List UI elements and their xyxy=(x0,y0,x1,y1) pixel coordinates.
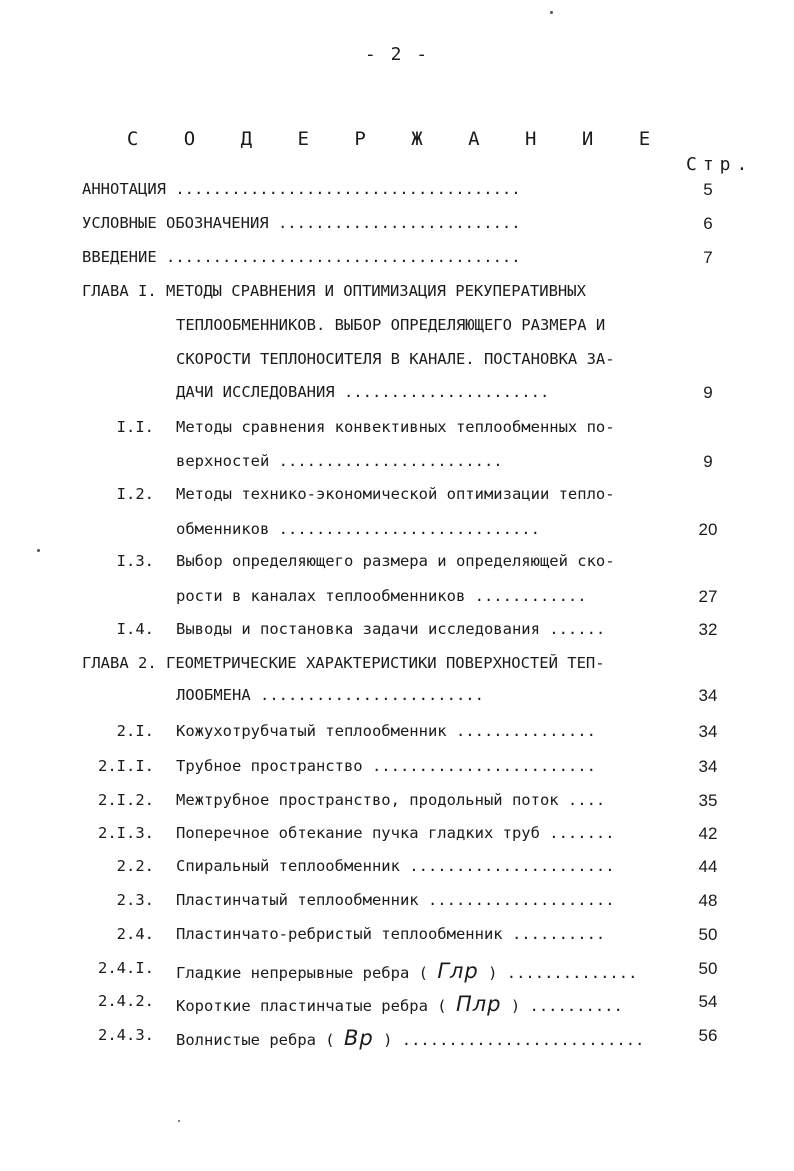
toc-chapter-heading-continued: ЛООБМЕНА ........................ xyxy=(176,686,484,704)
toc-chapter-2-line-1 xyxy=(0,654,794,684)
toc-entry-text xyxy=(176,959,664,983)
toc-entry-text: Выводы и постановка задачи исследования ...... xyxy=(176,620,606,638)
entry-text-before-symbol: Гладкие непрерывные ребра ( xyxy=(176,964,428,982)
toc-entry-text: Выбор определяющего размера и определяющей ско- xyxy=(176,552,615,570)
handwritten-symbol: Плр xyxy=(455,992,502,1016)
section-number: 2.4.I. xyxy=(98,959,154,977)
toc-section-2-1-2 xyxy=(0,791,794,821)
section-number: 2.I. xyxy=(116,722,154,740)
toc-entry-page: 27 xyxy=(698,587,718,606)
section-number: 2.2. xyxy=(116,857,154,875)
section-number: I.2. xyxy=(116,485,154,503)
toc-section-1-1-continued xyxy=(0,452,794,482)
toc-entry-text: АННОТАЦИЯ ..................................... xyxy=(82,180,521,198)
toc-section-1-2-continued xyxy=(0,520,794,550)
toc-entry-page: 56 xyxy=(698,1026,718,1045)
toc-entry-page: 5 xyxy=(703,180,713,199)
section-number: I.3. xyxy=(116,552,154,570)
entry-text-before-symbol: Волнистые ребра ( xyxy=(176,1031,335,1049)
toc-section-2-4-1 xyxy=(0,959,794,989)
toc-entry-text: обменников ............................ xyxy=(176,520,540,538)
entry-text-after-symbol: ) .............. xyxy=(488,964,638,982)
entry-text-after-symbol: ) .......................... xyxy=(383,1031,645,1049)
toc-entry-page: 34 xyxy=(698,757,718,776)
toc-entry-page: 20 xyxy=(698,520,718,539)
toc-entry-page: 50 xyxy=(698,925,718,944)
toc-entry-text xyxy=(176,992,664,1016)
toc-entry-text: ВВЕДЕНИЕ ...................................... xyxy=(82,248,521,266)
toc-chapter-heading-continued: СКОРОСТИ ТЕПЛОНОСИТЕЛЯ В КАНАЛЕ. ПОСТАНОВКА ЗА- xyxy=(176,350,615,368)
toc-chapter-1-line-4 xyxy=(0,383,794,413)
toc-entry-page: 32 xyxy=(698,620,718,639)
scan-speck xyxy=(178,1120,180,1122)
toc-section-1-2 xyxy=(0,485,794,515)
page-column-header: Стр. xyxy=(686,154,754,175)
toc-chapter-1-line-3 xyxy=(0,350,794,380)
toc-entry-text: верхностей ........................ xyxy=(176,452,503,470)
toc-entry-page: 6 xyxy=(703,214,713,233)
section-number: 2.I.3. xyxy=(98,824,154,842)
toc-chapter-1-line-1 xyxy=(0,282,794,312)
toc-entry-text xyxy=(176,1026,664,1050)
toc-section-2-3 xyxy=(0,891,794,921)
toc-entry-page: 34 xyxy=(698,722,718,741)
section-number: 2.4.3. xyxy=(98,1026,154,1044)
toc-entry-text: Пластинчато-ребристый теплообменник .......... xyxy=(176,925,606,943)
toc-entry-page: 48 xyxy=(698,891,718,910)
toc-section-2-2 xyxy=(0,857,794,887)
toc-entry-text: Кожухотрубчатый теплообменник ............... xyxy=(176,722,596,740)
toc-entry-text: Методы технико-экономической оптимизации тепло- xyxy=(176,485,615,503)
toc-entry-introduction xyxy=(0,248,794,278)
toc-entry-page: 34 xyxy=(698,686,718,705)
toc-entry-page: 7 xyxy=(703,248,713,267)
toc-entry-text: рости в каналах теплообменников ............ xyxy=(176,587,587,605)
toc-entry-page: 35 xyxy=(698,791,718,810)
entry-text-before-symbol: Короткие пластинчатые ребра ( xyxy=(176,997,447,1015)
toc-entry-text: Методы сравнения конвективных теплообменных по- xyxy=(176,418,615,436)
toc-entry-text: Поперечное обтекание пучка гладких труб ....... xyxy=(176,824,615,842)
section-number: 2.4.2. xyxy=(98,992,154,1010)
toc-section-2-1-3 xyxy=(0,824,794,854)
handwritten-symbol: Глр xyxy=(437,959,479,983)
handwritten-symbol: Вр xyxy=(343,1026,374,1050)
toc-section-2-1-1 xyxy=(0,757,794,787)
toc-chapter-2-line-2 xyxy=(0,686,794,716)
section-number: 2.I.I. xyxy=(98,757,154,775)
toc-entry-text: Трубное пространство ........................ xyxy=(176,757,596,775)
page-number: - 2 - xyxy=(364,44,430,65)
toc-section-1-3-continued xyxy=(0,587,794,617)
toc-chapter-heading-continued: ТЕПЛООБМЕННИКОВ. ВЫБОР ОПРЕДЕЛЯЮЩЕГО РАЗМЕРА И xyxy=(176,316,606,334)
toc-entry-page: 54 xyxy=(698,992,718,1011)
toc-entry-page: 42 xyxy=(698,824,718,843)
toc-chapter-heading: ГЛАВА I. МЕТОДЫ СРАВНЕНИЯ И ОПТИМИЗАЦИЯ РЕКУПЕРАТИВНЫХ xyxy=(82,282,586,300)
section-number: 2.3. xyxy=(116,891,154,909)
scan-speck xyxy=(550,11,553,14)
section-number: I.I. xyxy=(116,418,154,436)
toc-section-2-1 xyxy=(0,722,794,752)
toc-entry-page: 9 xyxy=(703,383,713,402)
toc-section-1-1 xyxy=(0,418,794,448)
toc-section-2-4-3 xyxy=(0,1026,794,1056)
toc-entry-page: 44 xyxy=(698,857,718,876)
toc-entry-page: 9 xyxy=(703,452,713,471)
toc-entry-text: УСЛОВНЫЕ ОБОЗНАЧЕНИЯ .......................... xyxy=(82,214,521,232)
toc-chapter-heading: ГЛАВА 2. ГЕОМЕТРИЧЕСКИЕ ХАРАКТЕРИСТИКИ ПОВЕРХНОСТЕЙ ТЕП- xyxy=(82,654,605,672)
toc-section-1-4 xyxy=(0,620,794,650)
toc-entry-text: Пластинчатый теплообменник .................... xyxy=(176,891,615,909)
toc-entry-text: Спиральный теплообменник ...................... xyxy=(176,857,615,875)
toc-section-2-4 xyxy=(0,925,794,955)
section-number: 2.I.2. xyxy=(98,791,154,809)
scan-speck xyxy=(37,549,40,552)
toc-section-2-4-2 xyxy=(0,992,794,1022)
toc-entry-notation xyxy=(0,214,794,244)
toc-entry-text: Межтрубное пространство, продольный поток .... xyxy=(176,791,606,809)
toc-entry-page: 50 xyxy=(698,959,718,978)
toc-chapter-heading-continued: ДАЧИ ИССЛЕДОВАНИЯ ...................... xyxy=(176,383,550,401)
toc-section-1-3 xyxy=(0,552,794,582)
section-number: 2.4. xyxy=(116,925,154,943)
entry-text-after-symbol: ) .......... xyxy=(510,997,623,1015)
toc-entry-annotation xyxy=(0,180,794,210)
toc-chapter-1-line-2 xyxy=(0,316,794,346)
section-number: I.4. xyxy=(116,620,154,638)
table-of-contents-title: С О Д Е Р Ж А Н И Е xyxy=(126,128,668,150)
